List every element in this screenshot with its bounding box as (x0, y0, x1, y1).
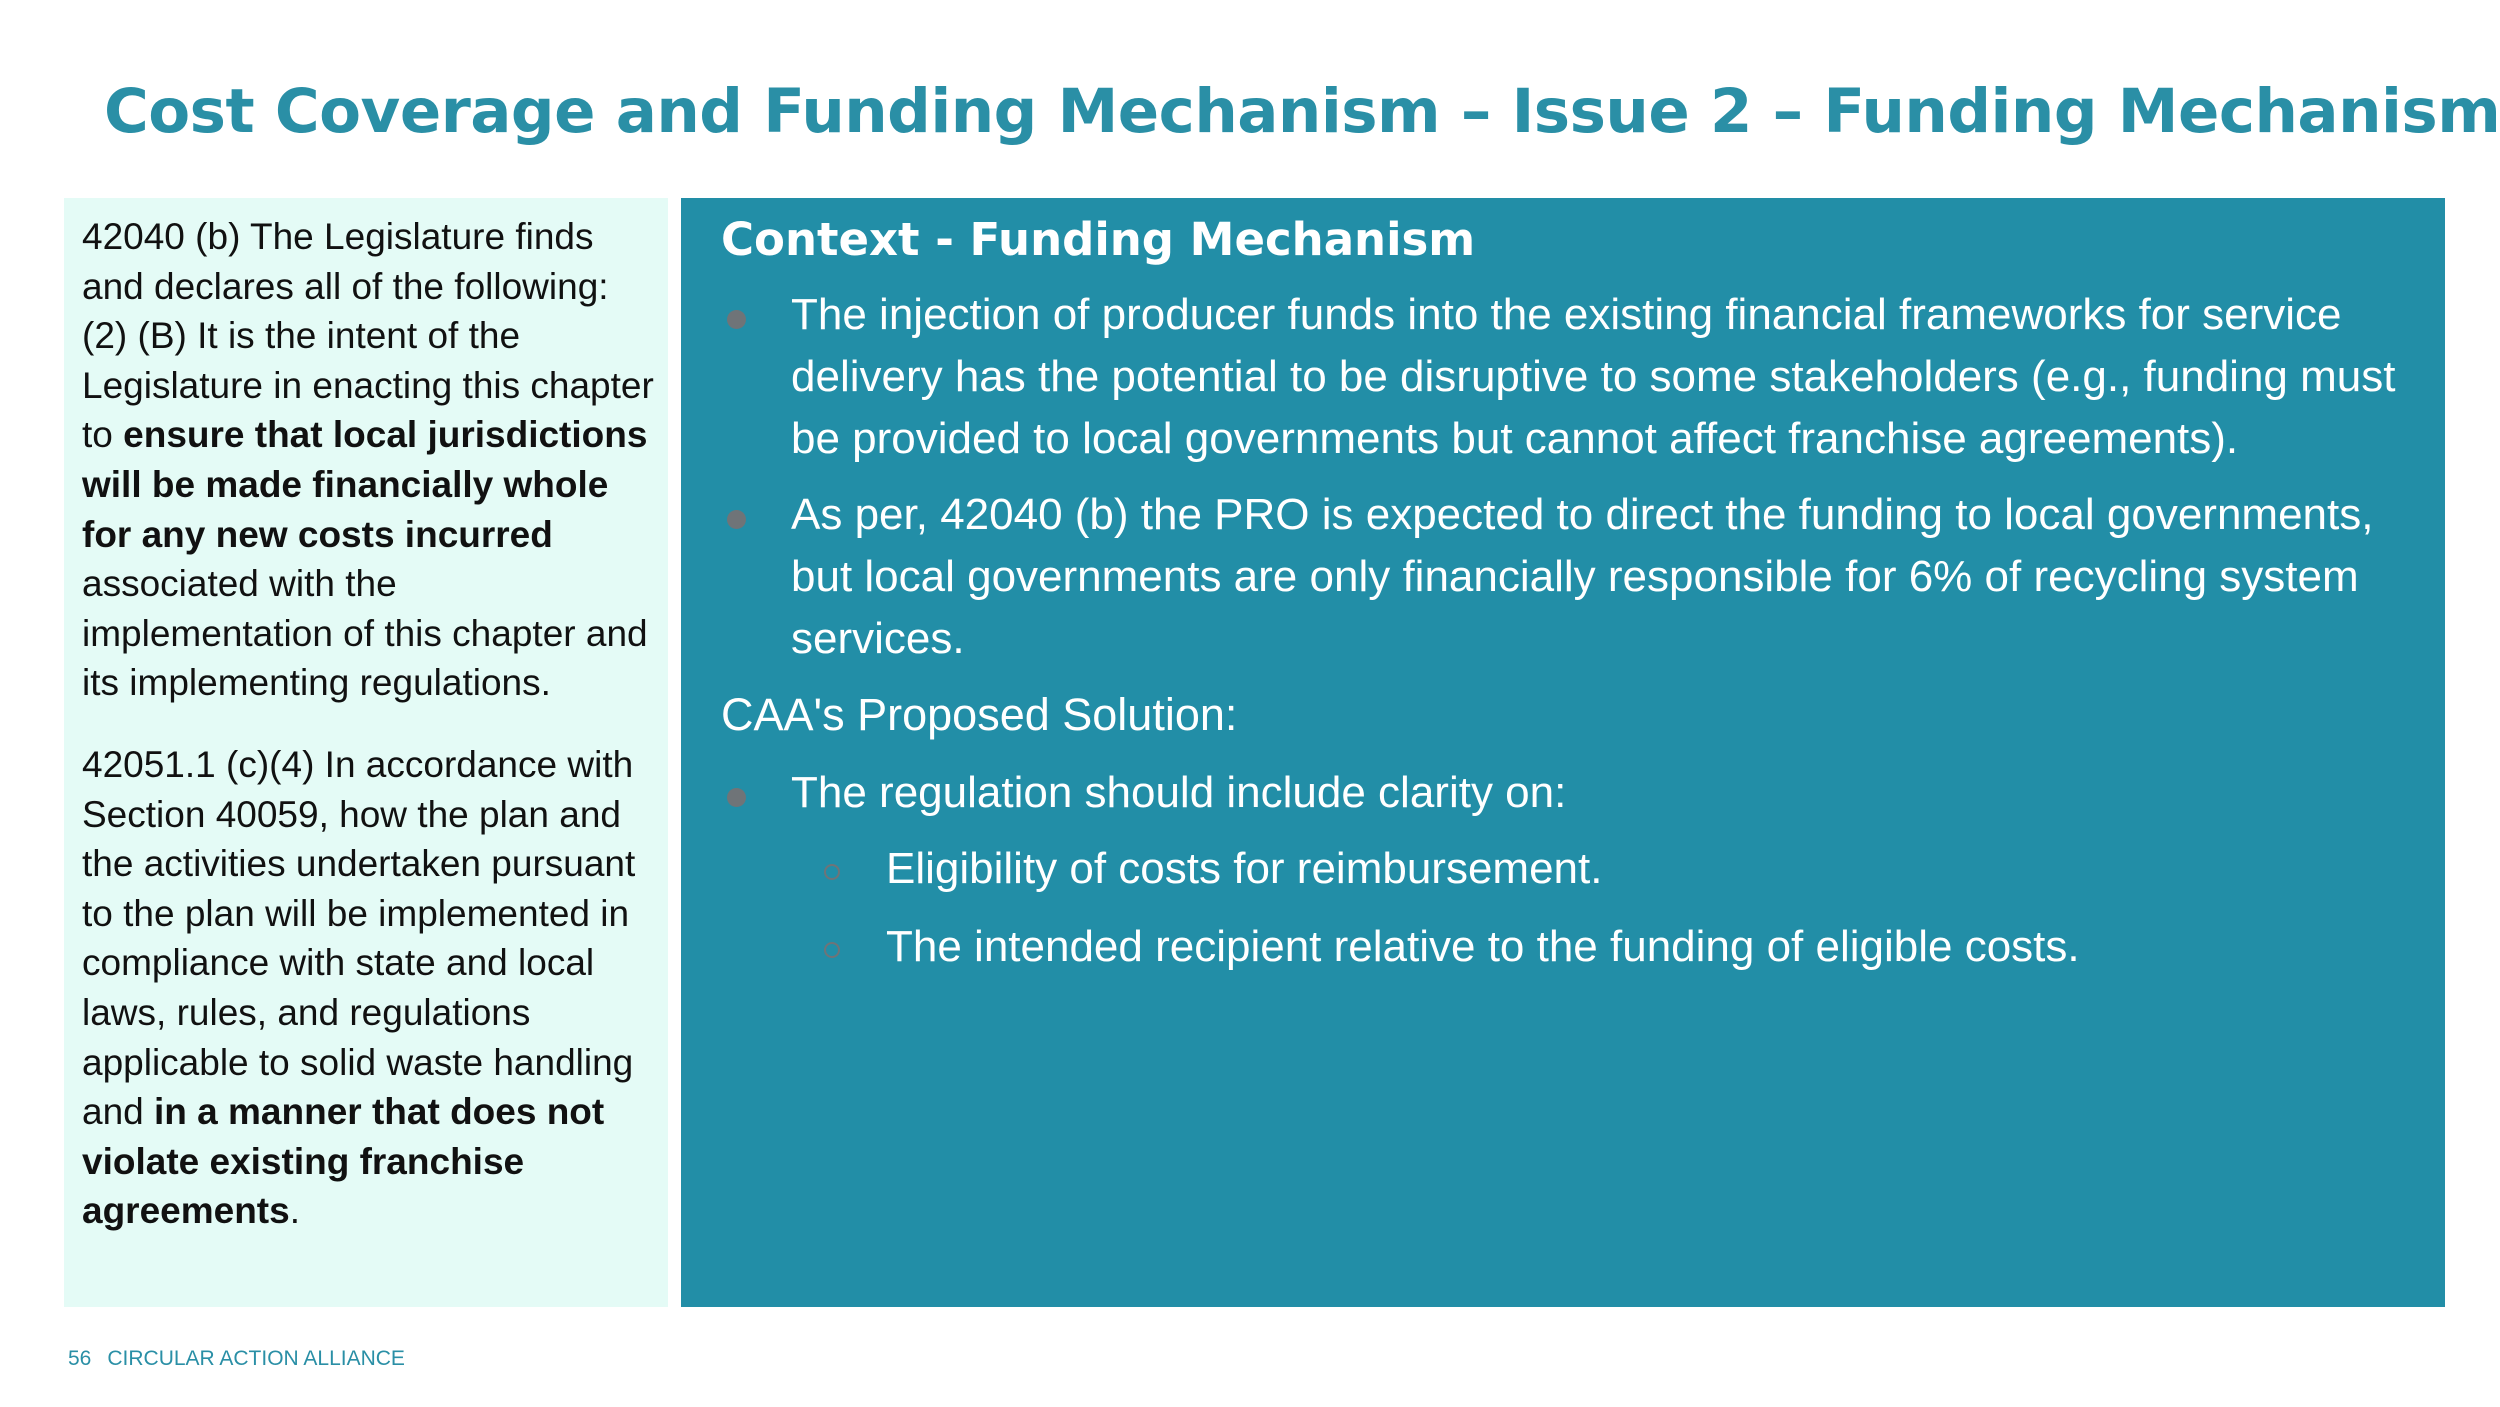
solution-heading: CAA's Proposed Solution: (721, 689, 1238, 740)
bullet-dot-icon (727, 510, 746, 529)
paragraph-text: associated with the implementation of this chapter and its implementing regulations. (82, 563, 648, 704)
context-bullet (721, 484, 2411, 670)
bullet-text: The injection of producer funds into the existing financial frameworks for service delivery has the potential to be disruptive to some stakeholders (e.g., funding must be provided to local governments but cannot affect franchise agreements). (791, 290, 2396, 463)
bullet-circle-icon (824, 864, 840, 880)
sub-bullet-text: Eligibility of costs for reimbursement. (886, 844, 1603, 893)
solution-bullet (721, 762, 2411, 824)
context-bullet (721, 284, 2411, 470)
solution-sub-bullet (721, 838, 2411, 900)
legislation-paragraph-42051 (82, 740, 654, 1236)
bullet-dot-icon (727, 788, 746, 807)
legislation-paragraph-42040 (82, 212, 654, 708)
bullet-text: The regulation should include clarity on: (791, 768, 1567, 817)
page-title: Cost Coverage and Funding Mechanism – Issue 2 – Funding Mechanism (104, 76, 2500, 147)
solution-sub-bullet (721, 916, 2411, 978)
paragraph-text: 42040 (b) The Legislature finds and declares all of the following: (2) (B) It is the intent of the Legislature in enacting this chapter to (82, 216, 654, 456)
emphasized-text: ensure that local jurisdictions will be made financially whole for any new costs incurred (82, 414, 648, 555)
paragraph-text: . (289, 1190, 300, 1232)
footer (68, 1347, 421, 1371)
context-panel (681, 198, 2445, 1307)
emphasized-text: in a manner that does not violate existing franchise agreements (82, 1091, 605, 1232)
context-heading: Context - Funding Mechanism (721, 213, 1476, 266)
bullet-circle-icon (824, 942, 840, 958)
paragraph-text: 42051.1 (c)(4) In accordance with Section 40059, how the plan and the activities undertaken pursuant to the plan will be implemented in compliance with state and local laws, rules, and regulations applicable to solid waste handling and (82, 743, 636, 1133)
page-number: 56 (68, 1347, 92, 1370)
legislation-excerpt-panel (64, 198, 668, 1307)
bullet-text: As per, 42040 (b) the PRO is expected to direct the funding to local governments, but local governments are only financially responsible for 6% of recycling system services. (791, 490, 2374, 663)
bullet-dot-icon (727, 310, 746, 329)
sub-bullet-text: The intended recipient relative to the funding of eligible costs. (886, 922, 2080, 971)
organization-name: CIRCULAR ACTION ALLIANCE (107, 1347, 405, 1370)
